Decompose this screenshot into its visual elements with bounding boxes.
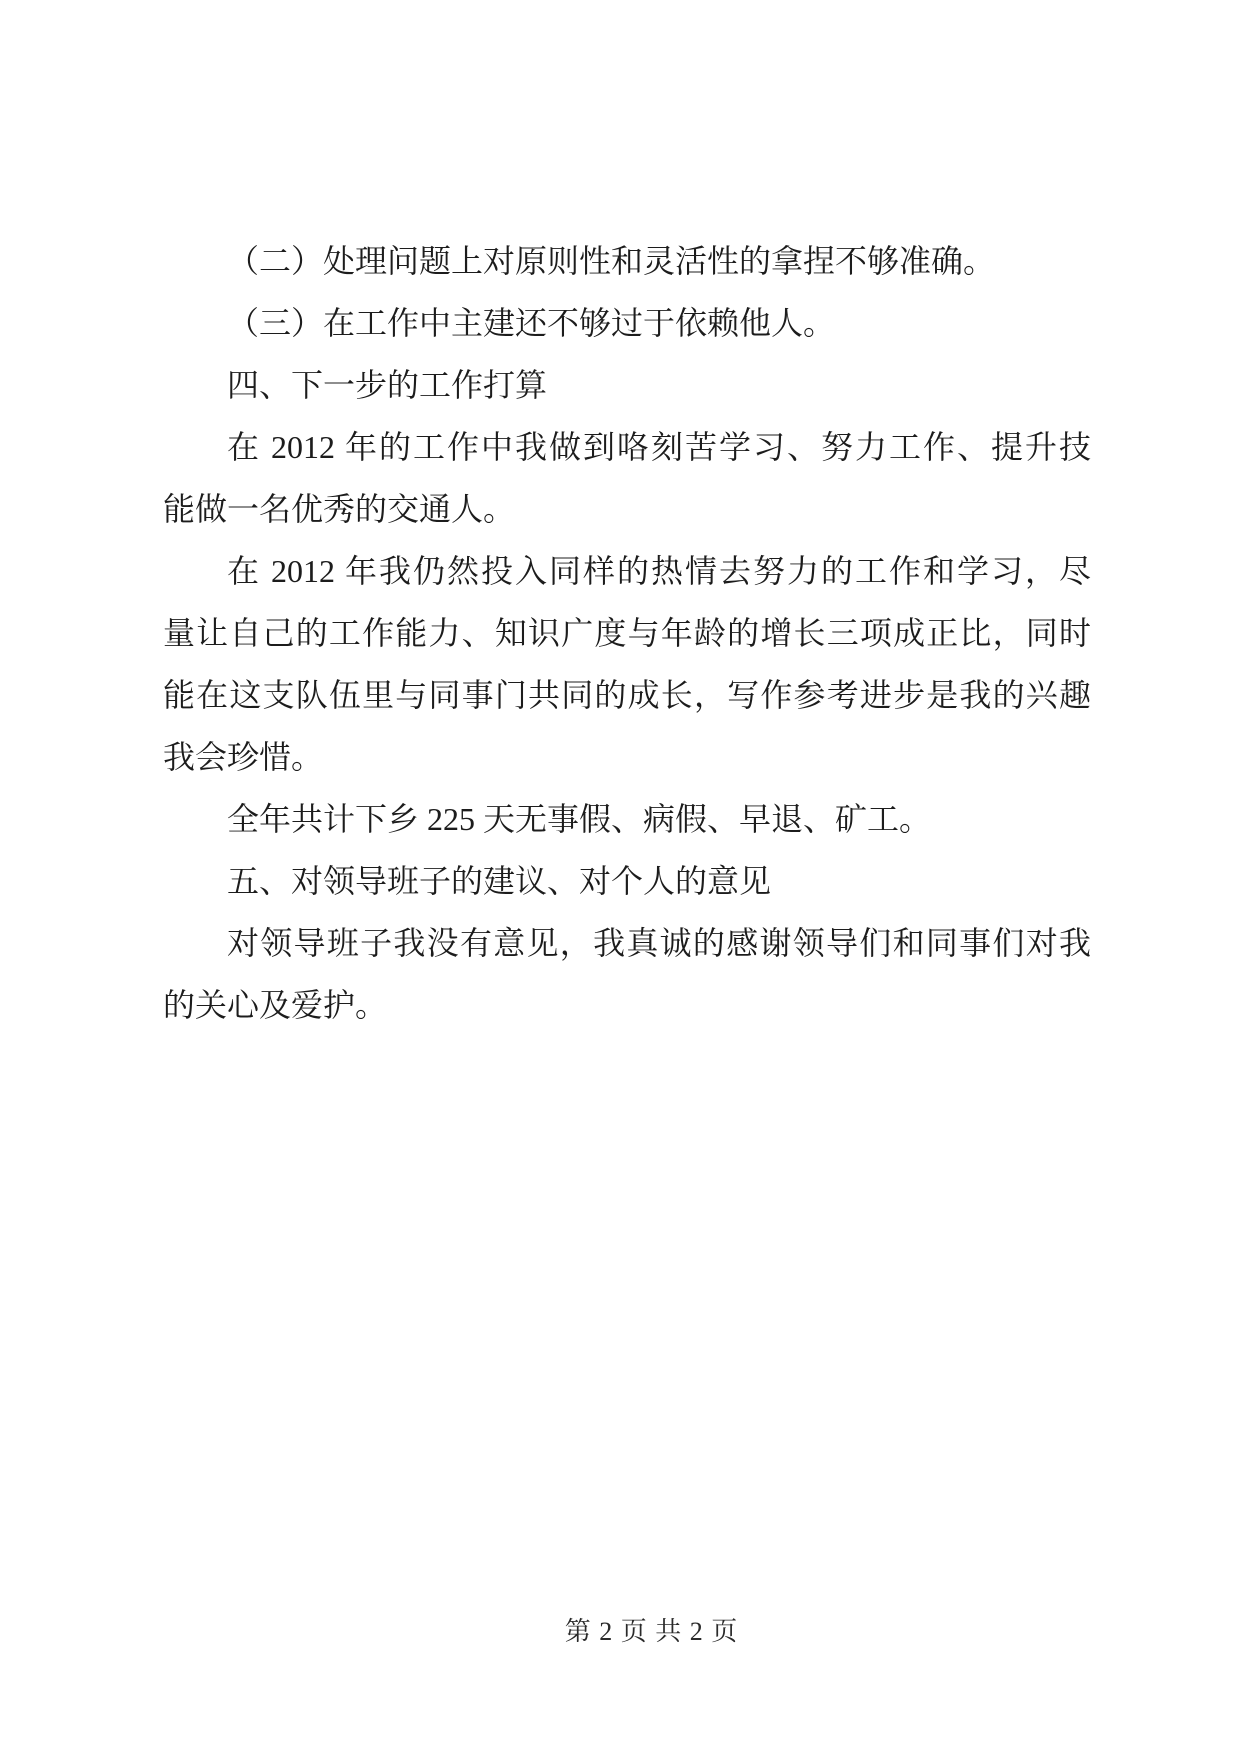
- text-line: 能在这支队伍里与同事门共同的成长，写作参考进步是我的兴趣: [163, 677, 1091, 713]
- text-line: 在 2012 年我仍然投入同样的热情去努力的工作和学习，尽: [227, 553, 1091, 589]
- text-line: 全年共计下乡 225 天无事假、病假、早退、矿工。: [227, 801, 932, 837]
- text-line: 的关心及爱护。: [163, 987, 388, 1023]
- text-line: 能做一名优秀的交通人。: [163, 491, 516, 527]
- text-line: 对领导班子我没有意见，我真诚的感谢领导们和同事们对我: [227, 925, 1091, 961]
- paragraph: [163, 230, 1091, 292]
- paragraph: [163, 912, 1091, 1036]
- text-line: （二）处理问题上对原则性和灵活性的拿捏不够准确。: [227, 243, 996, 279]
- paragraph: [163, 354, 1091, 416]
- paragraph: [163, 850, 1091, 912]
- page-number-indicator: 第 2 页 共 2 页: [564, 1617, 739, 1646]
- paragraph: [163, 788, 1091, 850]
- text-line: 五、对领导班子的建议、对个人的意见: [227, 863, 772, 899]
- document-body: [163, 230, 1091, 1036]
- text-line: 四、下一步的工作打算: [227, 367, 548, 403]
- paragraph: [163, 292, 1091, 354]
- text-line: 在 2012 年的工作中我做到咯刻苦学习、努力工作、提升技: [227, 429, 1091, 465]
- text-line: 量让自己的工作能力、知识广度与年龄的增长三项成正比，同时: [163, 615, 1091, 651]
- paragraph: [163, 416, 1091, 540]
- text-line: 我会珍惜。: [163, 739, 324, 775]
- text-line: （三）在工作中主建还不够过于依赖他人。: [227, 305, 836, 341]
- paragraph: [163, 540, 1091, 788]
